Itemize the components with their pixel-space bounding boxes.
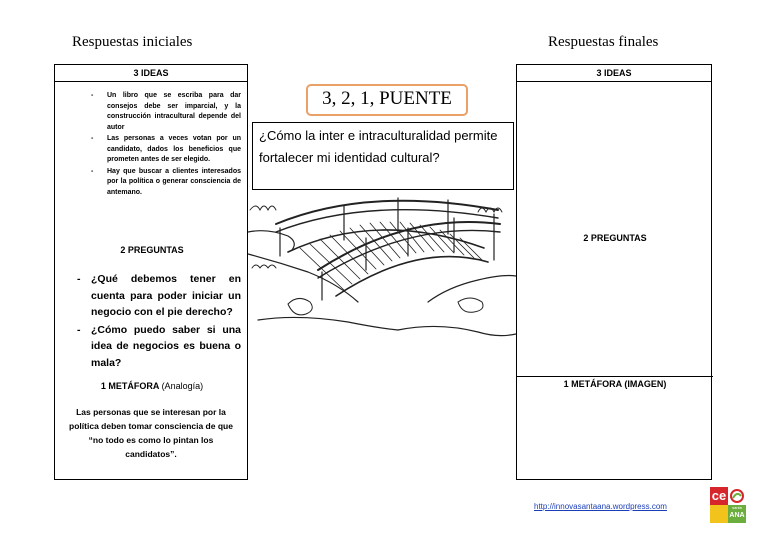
question-item: - ¿Qué debemos tener en cuenta para poder iniciar un negocio con el pie derecho? — [91, 271, 241, 321]
heading-final-answers: Respuestas finales — [548, 34, 659, 50]
ideas-header: 3 IDEAS — [517, 65, 711, 82]
emblem-icon — [728, 487, 746, 505]
initial-answers-panel — [54, 64, 248, 480]
metaphor-text: Las personas que se interesan por la política deben tomar consciencia de que “no todo es como lo pintan los candidatos”. — [69, 407, 233, 459]
idea-item: - Las personas a veces votan por un candidato, dados los beneficios que prometen antes de ser elegido. — [107, 134, 241, 166]
logo-small-text: santa — [732, 505, 742, 510]
logo-green-block — [728, 505, 746, 523]
questions-list — [91, 271, 241, 372]
questions-header: 2 PREGUNTAS — [120, 245, 184, 255]
final-answers-panel — [516, 64, 712, 480]
panel-divider — [517, 376, 713, 377]
logo-yellow-block — [710, 505, 728, 523]
metaphor-header: 1 METÁFORA (IMAGEN) — [563, 379, 667, 389]
ideas-list — [107, 91, 241, 199]
idea-item: - Hay que buscar a clientes interesados por la política o generar consciencia de antemano. — [107, 167, 241, 199]
website-link[interactable]: http://innovasantaana.wordpress.com — [534, 502, 667, 511]
logo-ce: ce — [711, 488, 727, 503]
guiding-question: ¿Cómo la inter e intraculturalidad permite fortalecer mi identidad cultural? — [252, 122, 514, 190]
page-title: 3, 2, 1, PUENTE — [306, 84, 468, 116]
bridge-illustration — [248, 192, 516, 342]
questions-header: 2 PREGUNTAS — [583, 233, 647, 243]
logo-emblem — [728, 487, 746, 505]
heading-initial-answers: Respuestas iniciales — [72, 34, 193, 50]
metaphor-header: 1 METÁFORA (Analogía) — [100, 381, 204, 391]
question-item: - ¿Cómo puedo saber si una idea de negocios es buena o mala? — [91, 322, 241, 372]
logo-ana: ANA — [729, 512, 745, 519]
idea-item: - Un libro que se escriba para dar consejos debe ser imparcial, y la construcción intracultural depende del autor — [107, 91, 241, 133]
logo — [710, 487, 746, 523]
ideas-header: 3 IDEAS — [55, 65, 247, 82]
